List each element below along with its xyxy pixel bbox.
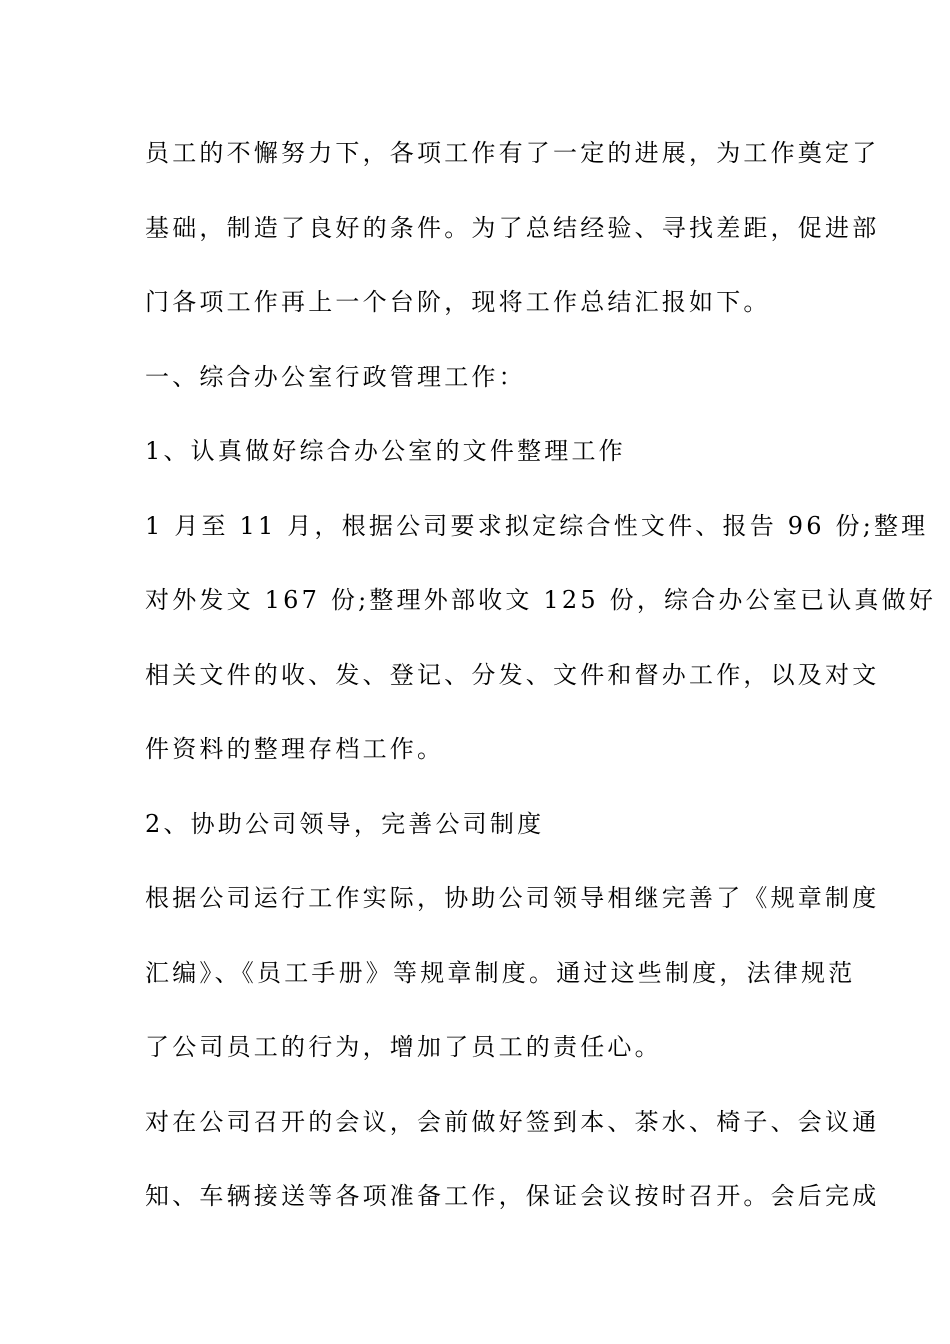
- text-line: 汇编》、《员工手册》等规章制度。通过这些制度，法律规范: [145, 958, 856, 987]
- text-line: 对在公司召开的会议，会前做好签到本、茶水、椅子、会议通: [145, 1107, 880, 1136]
- text-line: 根据公司运行工作实际，协助公司领导相继完善了《规章制度: [145, 884, 880, 912]
- text-line: 门各项工作再上一个台阶，现将工作总结汇报如下。: [145, 288, 771, 316]
- text-line: 对外发文 167 份;整理外部收文 125 份，综合办公室已认真做好: [145, 586, 937, 614]
- section-heading: 一、综合办公室行政管理工作：: [145, 362, 526, 391]
- text-line: 件资料的整理存档工作。: [145, 735, 445, 763]
- text-line: 1 月至 11 月，根据公司要求拟定综合性文件、报告 96 份;整理: [145, 511, 929, 540]
- document-body: [145, 128, 937, 1246]
- text-line: 知、车辆接送等各项准备工作，保证会议按时召开。会后完成: [145, 1182, 880, 1210]
- subsection-heading: 1、认真做好综合办公室的文件整理工作: [145, 437, 626, 465]
- text-line: 了公司员工的行为，增加了员工的责任心。: [145, 1033, 662, 1061]
- subsection-heading: 2、协助公司领导，完善公司制度: [145, 809, 545, 838]
- text-line: 员工的不懈努力下，各项工作有了一定的进展，为工作奠定了: [145, 139, 880, 167]
- text-line: 基础，制造了良好的条件。为了总结经验、寻找差距，促进部: [145, 213, 880, 242]
- text-line: 相关文件的收、发、登记、分发、文件和督办工作，以及对文: [145, 660, 880, 689]
